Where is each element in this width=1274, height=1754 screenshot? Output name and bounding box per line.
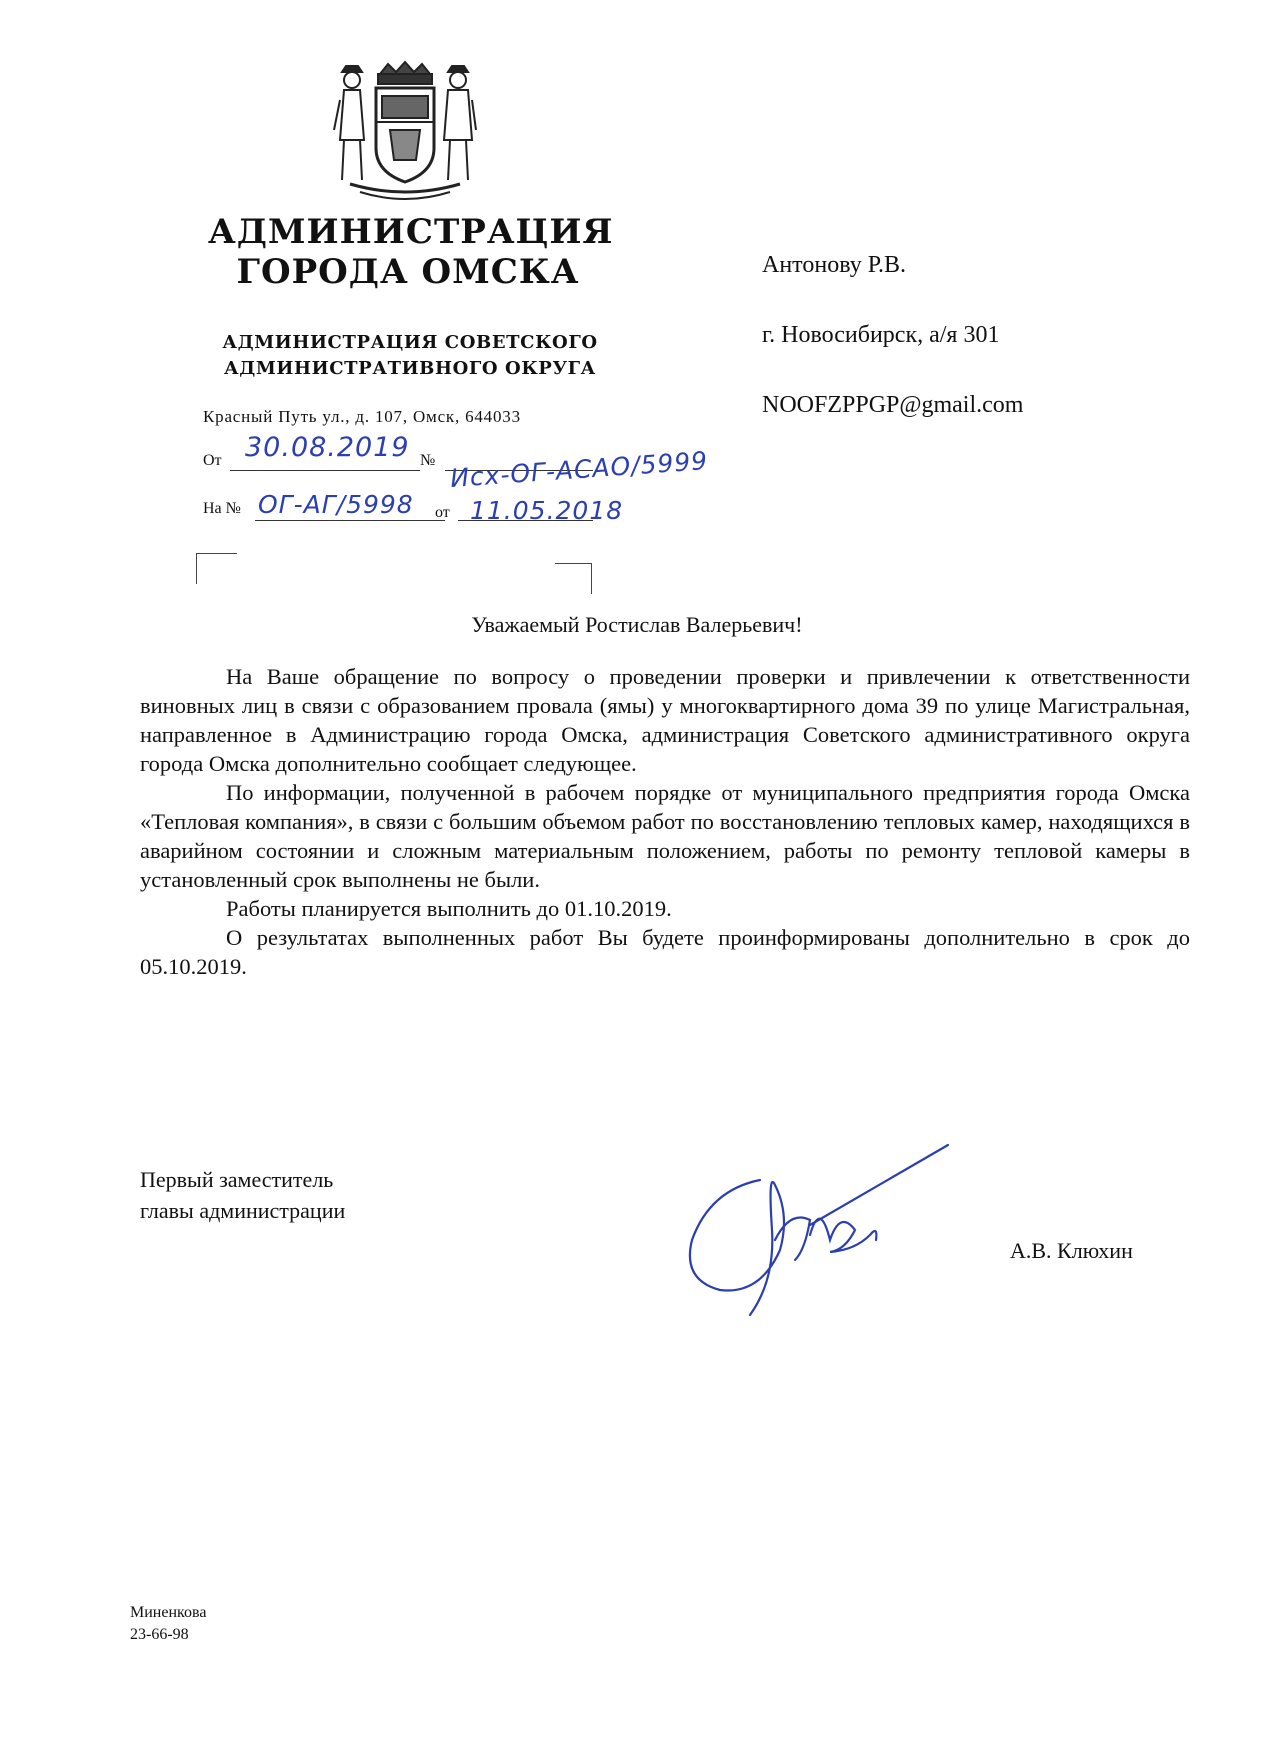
executor-info [130, 1602, 206, 1646]
position-line1: Первый заместитель [140, 1167, 334, 1192]
recipient-name: Антонову Р.В. [762, 252, 907, 278]
paragraph: По информации, полученной в рабочем порядке от муниципального предприятия города Омска «Тепловая компания», в связи с большим объемом работ по восстановлению тепловых камер, находящихся в аварийном состоянии и сложным материальным положением, работы по ремонту тепловой камеры в установленный срок выполнены не были. [140, 780, 1190, 892]
letter-body [140, 662, 1190, 981]
department-title [205, 330, 615, 382]
paragraph: На Ваше обращение по вопросу о проведении проверки и привлечении к ответственности виновных лиц в связи с образованием провала (ямы) у многоквартирного дома 39 по улице Магистральная, направленное в Администрацию города Омска, администрация Советского административного округа города Омска дополнительно сообщает следующее. [140, 664, 1190, 776]
reply-from-label: от [435, 504, 450, 521]
executor-name: Миненкова [130, 1604, 207, 1621]
organization-address: Красный Путь ул., д. 107, Омск, 644033 [203, 407, 521, 426]
executor-phone: 23-66-98 [130, 1626, 189, 1643]
from-label: От [203, 452, 222, 469]
signer-position [140, 1164, 345, 1226]
coat-of-arms-icon [330, 60, 480, 200]
reply-label: На № [203, 500, 241, 517]
org-title-line1: АДМИНИСТРАЦИЯ [208, 212, 614, 252]
handwritten-signature-icon [680, 1140, 950, 1320]
recipient-address: г. Новосибирск, а/я 301 [762, 322, 1000, 348]
dept-line2: АДМИНИСТРАТИВНОГО ОКРУГА [224, 358, 596, 379]
position-line2: главы администрации [140, 1198, 346, 1223]
signer-name: А.В. Клюхин [1010, 1238, 1133, 1263]
outgoing-number: Исх-ОГ-АСАО/5999 [449, 446, 709, 493]
organization-title [208, 212, 614, 292]
org-title-line2: ГОРОДА ОМСКА [236, 252, 580, 292]
reply-date: 11.05.2018 [470, 496, 624, 525]
dept-line1: АДМИНИСТРАЦИЯ СОВЕТСКОГО [222, 332, 598, 353]
recipient-email[interactable]: NOOFZPPGP@gmail.com [762, 392, 1024, 418]
reply-number: ОГ-АГ/5998 [258, 490, 414, 519]
salutation: Уважаемый Ростислав Валерьевич! [471, 612, 803, 637]
paragraph: Работы планируется выполнить до 01.10.2019. [226, 896, 672, 921]
paragraph: О результатах выполненных работ Вы будете проинформированы дополнительно в срок до 05.10.2019. [140, 925, 1190, 979]
from-date: 30.08.2019 [245, 432, 410, 463]
number-label: № [420, 452, 436, 469]
